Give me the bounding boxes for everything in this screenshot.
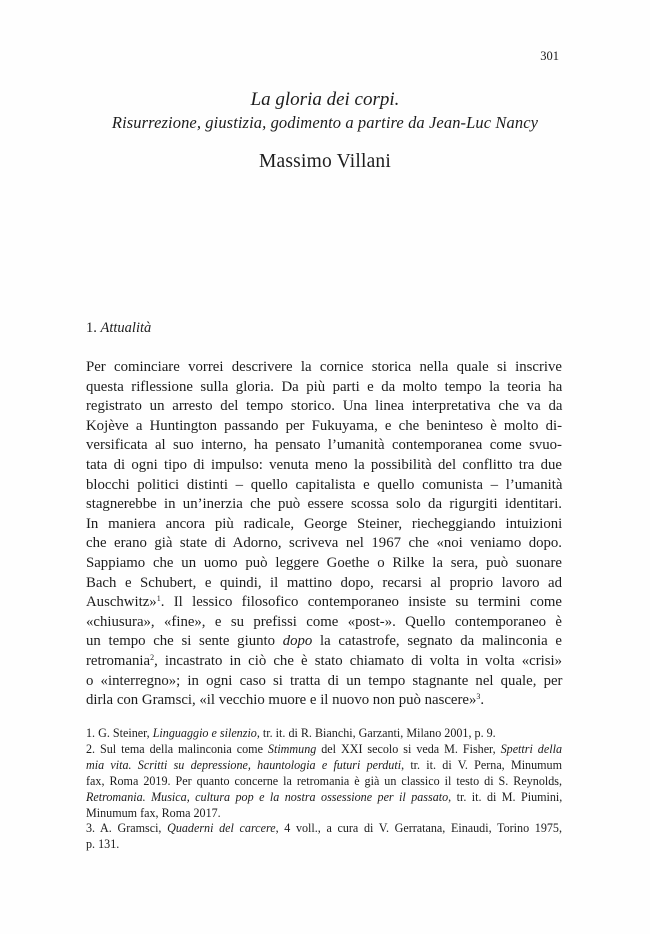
paragraph-line: Kojève a Huntington passando per Fukuyama, e che beninteso è molto di- <box>86 417 563 434</box>
page-number: 301 <box>540 49 559 63</box>
book-title: Quaderni del carcere <box>167 821 276 836</box>
article-header <box>0 88 650 173</box>
footnotes <box>86 726 562 853</box>
book-title: Retromania. Musica, cultura pop e la nostra ossessione per il passato <box>86 789 449 804</box>
text-run: 2. Sul tema della malinconia come <box>86 741 268 756</box>
footnote-2-line: Minumum fax, Roma 2017. <box>86 805 221 820</box>
paragraph-line <box>86 691 562 711</box>
footnote-ref-1[interactable]: 1 <box>156 594 161 604</box>
paragraph-line: che erano già state di Adorno, scriveva nel 1967 che «noi veniamo dopo. <box>86 535 562 552</box>
paragraph-line <box>86 652 562 672</box>
section-title: Attualità <box>100 320 152 336</box>
emphasis-text: Stimmung <box>267 741 317 756</box>
footnote-2-line <box>86 742 562 758</box>
footnote-3-line <box>86 821 562 837</box>
section-heading <box>86 320 151 337</box>
footnote-ref-3[interactable]: 3 <box>476 692 481 702</box>
paragraph-line: registrato un arresto del tempo storico. Una linea interpretativa che va da <box>86 398 563 415</box>
footnote-2-line <box>86 790 562 806</box>
book-title: Linguaggio e silenzio <box>152 726 257 740</box>
text-run: 3. A. Gramsci, <box>86 821 168 836</box>
text-run: un tempo che si sente giunto <box>86 633 283 650</box>
text-run: , incastrato in ciò che è stato chiamato di volta in volta «crisi» <box>154 652 563 669</box>
article-title: La gloria dei corpi. <box>250 89 400 110</box>
paragraph-line <box>86 593 562 613</box>
text-run: . <box>480 692 485 709</box>
article-subtitle: Risurrezione, giustizia, godimento a partire da Jean-Luc Nancy <box>111 113 539 132</box>
footnote-2-line <box>86 758 562 774</box>
footnote-3-line: p. 131. <box>86 837 120 852</box>
paragraph-line: versificata al suo interno, ha pensato l’umanità contemporanea come svuo- <box>86 437 562 454</box>
text-run: , tr. it. di M. Piumini, <box>448 789 563 804</box>
text-run: . Il lessico filosofico contemporaneo insiste su termini come <box>160 594 562 611</box>
text-run: 1. G. Steiner, <box>86 726 153 740</box>
text-run: retromania <box>86 652 151 669</box>
section-number: 1. <box>86 320 101 336</box>
footnote-1 <box>86 726 562 742</box>
text-run: dirla con Gramsci, «il vecchio muore e il nuovo non può nascere» <box>86 692 477 709</box>
footnote-ref-2[interactable]: 2 <box>150 652 155 662</box>
text-run: , tr. it. di R. Bianchi, Garzanti, Milano 2001, p. 9. <box>256 726 496 740</box>
paragraph-line: stagnerebbe in un’inerzia che può essere scossa solo da rigurgiti identitari. <box>86 496 562 513</box>
footnote-2-line: fax, Roma 2019. Per quanto concerne la retromania è già un classico il testo di S. Reynolds, <box>86 773 562 788</box>
paragraph-line: questa riflessione sulla gloria. Da più parti e da molto tempo la teoria ha <box>86 378 563 395</box>
text-run: , tr. it. di V. Perna, Minumum <box>401 757 563 772</box>
paragraph-line: tata di ogni tipo di impulso: venuta meno la possibilità del conflitto tra due <box>86 456 562 473</box>
paragraph-line: Bach e Schubert, e quindi, il mattino dopo, recarsi al proprio lavoro ad <box>86 574 562 591</box>
text-run: la catastrofe, segnato da malinconia e <box>312 633 562 650</box>
author-name: Massimo Villani <box>258 151 392 172</box>
text-run: , 4 voll., a cura di V. Gerratana, Einaudi, Torino 1975, <box>275 821 562 836</box>
paragraph-line: Sappiamo che un uomo può leggere Goethe o Rilke la sera, può suonare <box>86 554 562 571</box>
book-title: mia vita. Scritti su depressione, hauntologia e futuri perduti <box>86 757 402 772</box>
paragraph-line: blocchi politici distinti – quello capitalista e quello comunista – l’umanità <box>86 476 563 493</box>
text-run: Auschwitz» <box>86 594 157 611</box>
paragraph-line <box>86 632 562 652</box>
paragraph-line: In maniera ancora più radicale, George Steiner, riecheggiando intuizioni <box>86 515 563 532</box>
paragraph-line: Per cominciare vorrei descrivere la cornice storica nella quale si inscrive <box>86 359 562 375</box>
emphasis-text: dopo <box>282 633 313 650</box>
book-title: Spettri della <box>500 741 562 756</box>
paragraph-line: «chiusura», «fine», e su prefissi come «post-». Quello contemporaneo è <box>86 613 562 630</box>
body-paragraph <box>86 358 562 711</box>
text-run: del XXI secolo si veda M. Fisher, <box>316 741 501 756</box>
paragraph-line: o «interregno»; in ogni caso si tratta di un tempo stagnante nel quale, per <box>86 672 563 689</box>
